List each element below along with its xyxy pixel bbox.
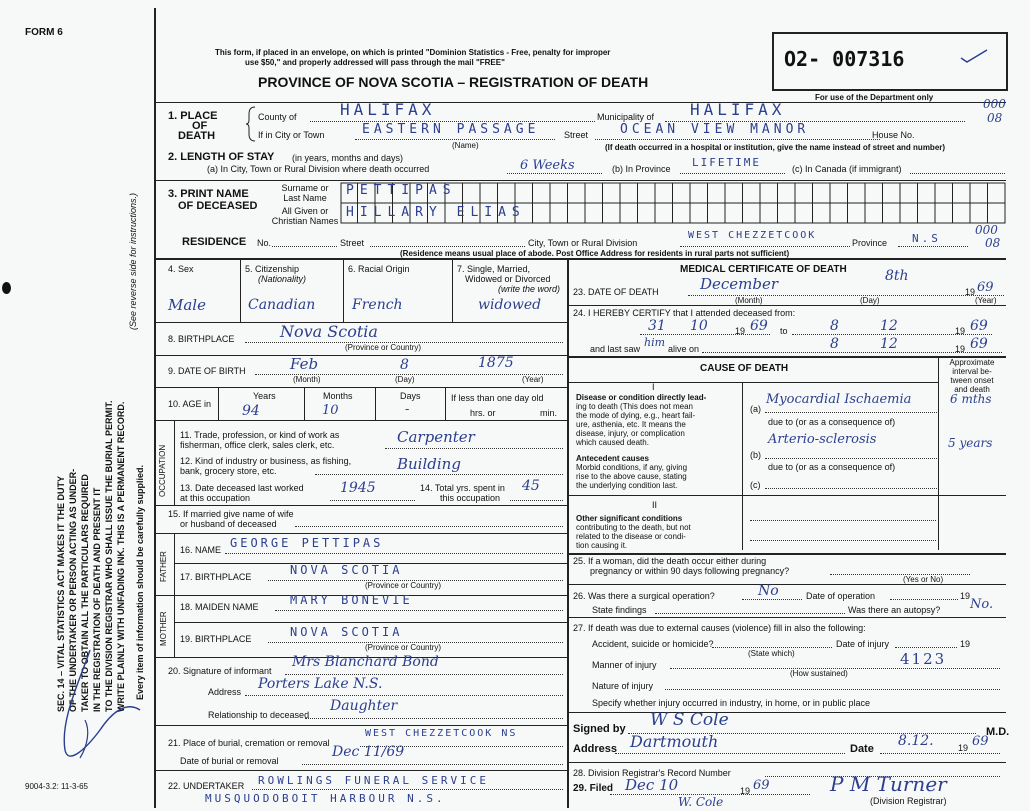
total-label-1: 14. Total yrs. spent in — [420, 483, 505, 493]
injury-year-prefix: 19 — [960, 639, 971, 649]
side-line-4: IN THE REGISTRATION OF DEATH AND PRESENT IT — [92, 487, 102, 712]
father-birthplace-sub: (Province or Country) — [365, 581, 442, 590]
place-code-2: 08 — [987, 111, 1003, 125]
filed-year: 69 — [753, 778, 770, 793]
residence-province-value: N.S — [912, 232, 941, 245]
mother-birthplace-sub: (Province or Country) — [365, 643, 442, 652]
undertaker-name: ROWLINGS FUNERAL SERVICE — [258, 774, 489, 787]
cause-b-value: Arterio-sclerosis — [768, 432, 877, 447]
pregnancy-label-2: pregnancy or within 90 days following pregnancy? — [590, 566, 790, 576]
dod-day-sub: (Day) — [860, 296, 880, 305]
interval-label-3: tween onset — [950, 376, 994, 385]
marital-value: widowed — [478, 297, 542, 313]
due-label-b: due to (or as a consequence of) — [768, 462, 896, 472]
residence-label: RESIDENCE — [182, 236, 247, 248]
citizenship-label-1: 5. Citizenship — [245, 264, 300, 274]
alive-month: 12 — [880, 336, 898, 352]
side-line-3: TAKER TO OBTAIN ALL THE PARTICULARS REQUIRED — [80, 474, 90, 712]
disease-label-6: which caused death. — [576, 438, 649, 447]
side-line-6: WRITE PLAINLY WITH UNFADING INK. THIS IS A PERMANENT RECORD. — [116, 401, 126, 712]
city-label: If in City or Town — [258, 130, 325, 140]
to-month: 12 — [880, 318, 898, 334]
side-line-8: Every item of information should be carefully supplied. — [135, 464, 145, 700]
days-value: - — [405, 402, 410, 417]
date-year: 69 — [972, 734, 989, 749]
alive-on-label: alive on — [668, 344, 700, 354]
surgery-value: No — [758, 583, 779, 599]
industry-value: Building — [397, 455, 461, 473]
registrar-extra: W. Cole — [678, 795, 724, 809]
residence-street-label: Street — [340, 238, 365, 248]
citizenship-label-2: (Nationality) — [258, 274, 307, 284]
other-label-4: tion causing it. — [576, 541, 628, 550]
house-label: House No. — [872, 130, 915, 140]
lt-day-label-1: If less than one day old — [451, 393, 544, 403]
residence-city-label: City, Town or Rural Division — [528, 238, 638, 248]
side-line-5: TO THE DIVISION REGISTRAR WHO SHALL ISSUE THE BURIAL PERMIT. — [104, 400, 114, 712]
due-label-a: due to (or as a consequence of) — [768, 417, 896, 427]
place-label-3: DEATH — [178, 130, 216, 142]
father-side-label: FATHER — [159, 551, 168, 582]
header-note-2: use $50," and properly addressed will pass through the mail "FREE" — [245, 58, 505, 67]
months-label: Months — [323, 391, 353, 401]
accident-label: Accident, suicide or homicide? — [592, 639, 714, 649]
cause-a-interval: 6 mths — [950, 392, 992, 406]
cause-c-label: (c) — [750, 480, 761, 490]
side-line-1: SEC. 14 – VITAL STATISTICS ACT MAKES IT THE DUTY — [56, 475, 66, 712]
informant-relationship-value: Daughter — [330, 698, 398, 714]
dob-day-sub: (Day) — [395, 375, 415, 384]
yes-no-label: (Yes or No) — [903, 575, 944, 584]
side-line-2: OF THE UNDERTAKER OR PERSON ACTING AS UNDER- — [68, 468, 78, 712]
racial-label: 6. Racial Origin — [348, 264, 410, 274]
burial-place-label: 21. Place of burial, cremation or removal — [168, 738, 330, 748]
disease-label-3: the mode of dying, e.g., heart fail- — [576, 411, 696, 420]
from-year-prefix: 19 — [735, 326, 746, 336]
certify-label: 24. I HEREBY CERTIFY that I attended deceased from: — [573, 308, 796, 318]
name-sublabel: (Name) — [452, 141, 479, 150]
dod-label: 23. DATE OF DEATH — [573, 287, 659, 297]
days-label: Days — [400, 391, 421, 401]
interval-label-2: interval be- — [952, 367, 992, 376]
autopsy-value: No. — [970, 597, 994, 612]
informant-relationship-label: Relationship to deceased — [208, 710, 310, 720]
date-label: Date — [850, 743, 874, 755]
from-month: 10 — [690, 318, 708, 334]
marital-label-2: Widowed or Divorced — [465, 274, 551, 284]
dob-label: 9. DATE OF BIRTH — [168, 366, 246, 376]
header-note-1: This form, if placed in an envelope, on which is printed "Dominion Statistics - Free, penalty for improper — [215, 48, 611, 57]
manner-label: Manner of injury — [592, 660, 657, 670]
margin-signature-scribble — [30, 640, 150, 770]
record-number-label: 28. Division Registrar's Record Number — [573, 768, 731, 778]
alive-year: 69 — [970, 336, 988, 352]
total-value: 45 — [522, 478, 540, 494]
informant-sig-label: 20. Signature of informant — [168, 666, 272, 676]
how-sustained-label: (How sustained) — [790, 669, 848, 678]
antecedent-label-1: Antecedent causes — [576, 454, 649, 463]
date-year-prefix: 19 — [958, 743, 969, 753]
dod-month: December — [700, 275, 779, 293]
undertaker-address: MUSQUODOBOIT HARBOUR N.S. — [205, 792, 446, 805]
autopsy-label: Was there an autopsy? — [848, 605, 941, 615]
brace-icon — [246, 106, 256, 142]
burial-date-label: Date of burial or removal — [180, 756, 279, 766]
divider-main — [156, 258, 1006, 260]
surname-label-1: Surname or — [281, 183, 329, 193]
mother-side-label: MOTHER — [159, 611, 168, 646]
last-worked-label-2: at this occupation — [180, 493, 251, 503]
surname-label-2: Last Name — [283, 193, 327, 203]
last-saw-him: him — [644, 336, 666, 349]
informant-address-value: Porters Lake N.S. — [258, 676, 383, 692]
informant-address-label: Address — [208, 687, 242, 697]
address-label: Address — [573, 743, 618, 755]
form-title: PROVINCE OF NOVA SCOTIA – REGISTRATION OF DEATH — [258, 74, 649, 90]
city-value: EASTERN PASSAGE — [362, 122, 540, 137]
alive-year-prefix: 19 — [955, 344, 966, 354]
total-label-2: this occupation — [440, 493, 501, 503]
years-label: Years — [253, 391, 276, 401]
marital-label-1: 7. Single, Married, — [457, 264, 531, 274]
birthplace-sub: (Province or Country) — [345, 343, 422, 352]
name-label-2: OF DECEASED — [178, 200, 258, 212]
father-name-label: 16. NAME — [180, 545, 222, 555]
dob-month-sub: (Month) — [293, 375, 321, 384]
external-label: 27. If death was due to external causes (violence) fill in also the following: — [573, 623, 866, 633]
injury-date-label: Date of injury — [836, 639, 890, 649]
years-value: 94 — [242, 403, 260, 419]
cause-b-label: (b) — [750, 450, 761, 460]
stay-label: 2. LENGTH OF STAY — [168, 151, 275, 163]
municipality-label: Municipality of — [597, 112, 655, 122]
residence-code-1: 000 — [975, 223, 998, 237]
cause-a-value: Myocardial Ischaemia — [766, 392, 912, 407]
residence-note: (Residence means usual place of abode. Post Office Address for residents in rural parts not sufficient) — [400, 249, 790, 258]
lt-day-label-3: min. — [540, 408, 558, 418]
dob-month: Feb — [290, 355, 319, 373]
registrar-label: (Division Registrar) — [870, 796, 947, 806]
stay-a-label: (a) In City, Town or Rural Division where death occurred — [207, 164, 430, 174]
form-number: 9004-3.2: 11-3-65 — [25, 782, 89, 791]
dod-day: 8th — [885, 268, 909, 284]
punch-hole — [2, 282, 11, 294]
last-worked-label-1: 13. Date deceased last worked — [180, 483, 304, 493]
industry-label-1: 12. Kind of industry or business, as fishing, — [180, 456, 352, 466]
check-mark-icon — [959, 48, 989, 64]
surname-value: PETTIPAS — [346, 183, 457, 198]
dob-year: 1875 — [478, 355, 514, 371]
side-line-7: (See reverse side for instructions.) — [128, 192, 138, 330]
to-label: to — [780, 326, 788, 336]
place-code-1: 000 — [983, 97, 1006, 111]
to-day: 8 — [830, 318, 839, 334]
disease-label-4: ure, asthenia, etc. It means the — [576, 420, 686, 429]
divider-3 — [156, 180, 1006, 181]
burial-place-value: WEST CHEZZETCOOK NS — [365, 728, 518, 739]
other-label-3: related to the disease or condi- — [576, 532, 686, 541]
municipality-value: HALIFAX — [690, 100, 786, 119]
informant-sig-value: Mrs Blanchard Bond — [292, 654, 439, 670]
registration-number-box — [772, 32, 1008, 91]
trade-value: Carpenter — [397, 428, 475, 446]
specify-label: Specify whether injury occurred in industry, in home, or in public place — [592, 698, 870, 708]
other-label-2: contributing to the death, but not — [576, 523, 691, 532]
dod-year: 69 — [977, 280, 994, 295]
op-year-prefix: 19 — [960, 591, 971, 601]
date-value: 8.12. — [898, 733, 934, 749]
dob-day: 8 — [400, 357, 409, 373]
stay-sublabel: (in years, months and days) — [292, 153, 404, 163]
hospital-note: (If death occurred in a hospital or institution, give the name instead of street and number) — [605, 143, 946, 152]
code-4123: 4123 — [900, 650, 947, 668]
burial-date-value: Dec 11/69 — [332, 744, 405, 760]
street-label: Street — [564, 130, 589, 140]
pregnancy-label-1: 25. If a woman, did the death occur either during — [573, 556, 767, 566]
residence-no-label: No. — [257, 238, 272, 248]
spouse-label-2: or husband of deceased — [180, 519, 277, 529]
divider-1 — [156, 102, 1006, 103]
racial-value: French — [352, 297, 403, 313]
father-name-value: GEORGE PETTIPAS — [230, 536, 384, 550]
stay-b-label: (b) In Province — [612, 164, 671, 174]
other-label-1: Other significant conditions — [576, 514, 683, 523]
mother-maiden-label: 18. MAIDEN NAME — [180, 602, 259, 612]
spouse-label-1: 15. If married give name of wife — [168, 509, 294, 519]
months-value: 10 — [322, 403, 339, 418]
to-year: 69 — [970, 318, 988, 334]
nature-label: Nature of injury — [592, 681, 654, 691]
filed-label: 29. Filed — [573, 783, 614, 794]
place-label-1: 1. PLACE — [168, 110, 218, 122]
signed-label: Signed by — [573, 723, 626, 735]
place-label-2: OF — [192, 120, 208, 132]
form-left-border — [154, 8, 156, 808]
disease-label-5: disease, injury, or complication — [576, 429, 685, 438]
birthplace-label: 8. BIRTHPLACE — [168, 334, 235, 344]
lt-day-label-2: hrs. or — [470, 408, 496, 418]
given-value: HILLARY ELIAS — [346, 205, 526, 220]
citizenship-value: Canadian — [248, 297, 316, 313]
cause-header: CAUSE OF DEATH — [700, 363, 789, 374]
undertaker-label: 22. UNDERTAKER — [168, 781, 245, 791]
interval-label-1: Approximate — [949, 358, 995, 367]
industry-label-2: bank, grocery store, etc. — [180, 466, 277, 476]
given-label-1: All Given or — [281, 206, 329, 216]
marital-label-3: (write the word) — [498, 284, 561, 294]
from-day: 31 — [648, 318, 666, 334]
last-saw-label: and last saw — [590, 344, 641, 354]
birthplace-value: Nova Scotia — [280, 322, 378, 341]
residence-city-value: WEST CHEZZETCOOK — [688, 230, 817, 241]
surgery-label: 26. Was there a surgical operation? — [573, 591, 715, 601]
part-two-label: II — [652, 500, 658, 510]
last-worked-value: 1945 — [340, 480, 376, 496]
part-one-label: I — [652, 382, 655, 392]
registration-number: O2- 007316 — [784, 47, 905, 71]
address-value: Dartmouth — [630, 732, 719, 751]
disease-label-2: ing to death (This does not mean — [576, 402, 693, 411]
occupation-side-label: OCCUPATION — [158, 444, 167, 497]
stay-b-value: LIFETIME — [692, 156, 761, 169]
interval-label-4: and death — [954, 385, 990, 394]
dob-year-sub: (Year) — [522, 375, 544, 384]
alive-day: 8 — [830, 336, 839, 352]
sex-label: 4. Sex — [168, 264, 194, 274]
county-value: HALIFAX — [340, 100, 436, 119]
antecedent-label-4: the underlying condition last. — [576, 481, 678, 490]
trade-label-1: 11. Trade, profession, or kind of work as — [180, 430, 340, 440]
signed-value: W S Cole — [650, 710, 729, 730]
form-label: FORM 6 — [25, 27, 63, 38]
state-which-label: (State which) — [748, 649, 795, 658]
street-value: OCEAN VIEW MANOR — [620, 122, 810, 137]
from-year: 69 — [750, 318, 768, 334]
md-label: M.D. — [986, 726, 1010, 738]
mother-maiden-value: MARY BONEVIE — [290, 593, 413, 607]
antecedent-label-3: rise to the above cause, stating — [576, 472, 687, 481]
given-label-2: Christian Names — [271, 216, 339, 226]
name-label-1: 3. PRINT NAME — [168, 188, 249, 200]
cause-a-label: (a) — [750, 404, 761, 414]
trade-label-2: fisherman, office clerk, sales clerk, etc. — [180, 440, 335, 450]
dept-use-label: For use of the Department only — [815, 93, 934, 102]
stay-c-label: (c) In Canada (if immigrant) — [792, 164, 902, 174]
registrar-signature: P M Turner — [830, 772, 947, 796]
state-findings-label: State findings — [592, 605, 647, 615]
filed-value: Dec 10 — [625, 776, 679, 794]
filed-year-prefix: 19 — [740, 786, 751, 796]
father-birthplace-value: NOVA SCOTIA — [290, 563, 403, 577]
mother-birthplace-value: NOVA SCOTIA — [290, 625, 403, 639]
medical-header: MEDICAL CERTIFICATE OF DEATH — [680, 264, 847, 275]
dod-year-prefix: 19 — [965, 287, 976, 297]
age-label: 10. AGE in — [168, 399, 212, 409]
stay-a-value: 6 Weeks — [520, 158, 575, 173]
residence-province-label: Province — [852, 238, 888, 248]
father-birthplace-label: 17. BIRTHPLACE — [180, 572, 252, 582]
op-date-label: Date of operation — [806, 591, 876, 601]
cause-b-interval: 5 years — [948, 436, 993, 450]
antecedent-label-2: Morbid conditions, if any, giving — [576, 463, 688, 472]
dod-month-sub: (Month) — [735, 296, 763, 305]
dod-year-sub: (Year) — [975, 296, 997, 305]
residence-code-2: 08 — [985, 236, 1001, 250]
mother-birthplace-label: 19. BIRTHPLACE — [180, 634, 252, 644]
county-label: County of — [258, 112, 297, 122]
sex-value: Male — [168, 296, 206, 314]
to-year-prefix: 19 — [955, 326, 966, 336]
disease-label-1: Disease or condition directly lead- — [576, 393, 707, 402]
